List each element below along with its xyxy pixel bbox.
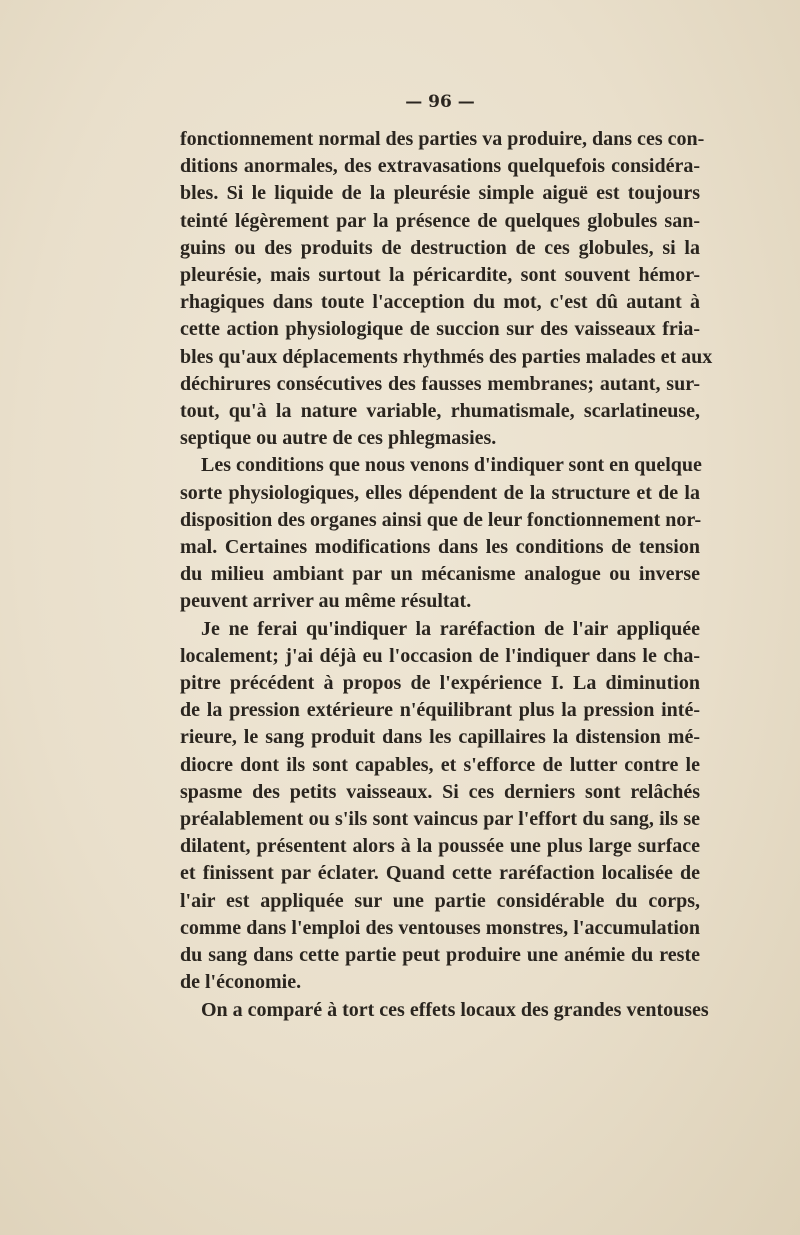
text-line: spasme des petits vaisseaux. Si ces derniers sont relâchés — [180, 780, 700, 803]
body-text — [180, 126, 713, 1024]
text-line: de l'économie. — [180, 971, 302, 994]
text-line: du sang dans cette partie peut produire une anémie du reste — [180, 944, 700, 967]
text-line: rhagiques dans toute l'acception du mot, c'est dû autant à — [180, 291, 700, 314]
text-line: Les conditions que nous venons d'indiquer sont en quelque — [201, 454, 702, 477]
text-line: localement; j'ai déjà eu l'occasion de l'indiquer dans le cha- — [180, 644, 700, 667]
text-line: teinté légèrement par la présence de quelques globules san- — [180, 209, 700, 232]
text-line: dilatent, présentent alors à la poussée une plus large surface — [180, 835, 700, 858]
text-line: et finissent par éclater. Quand cette raréfaction localisée de — [180, 862, 700, 885]
paragraph — [180, 616, 700, 997]
text-line: peuvent arriver au même résultat. — [180, 590, 472, 613]
paragraph — [180, 997, 709, 1024]
text-line: On a comparé à tort ces effets locaux des grandes ventouses — [201, 998, 709, 1021]
text-line: ditions anormales, des extravasations quelquefois considéra- — [180, 155, 700, 178]
text-line: comme dans l'emploi des ventouses monstres, l'accumulation — [180, 916, 700, 939]
text-line: de la pression extérieure n'équilibrant plus la pression inté- — [180, 699, 700, 722]
paragraph — [180, 126, 713, 452]
text-line: disposition des organes ainsi que de leur fonctionnement nor- — [180, 508, 702, 531]
text-line: mal. Certaines modifications dans les conditions de tension — [180, 536, 700, 559]
text-line: diocre dont ils sont capables, et s'efforce de lutter contre le — [180, 753, 700, 776]
text-line: fonctionnement normal des parties va produire, dans ces con- — [180, 128, 705, 150]
text-line: pitre précédent à propos de l'expérience I. La diminution — [180, 672, 700, 695]
text-line: préalablement ou s'ils sont vaincus par l'effort du sang, ils se — [180, 808, 700, 831]
text-line: tout, qu'à la nature variable, rhumatismale, scarlatineuse, — [180, 400, 700, 423]
page-number: — 96 — — [405, 92, 475, 112]
text-line: sorte physiologiques, elles dépendent de la structure et de la — [180, 481, 700, 504]
text-line: bles qu'aux déplacements rhythmés des parties malades et aux — [180, 345, 713, 368]
text-line: du milieu ambiant par un mécanisme analogue ou inverse — [180, 563, 700, 586]
text-line: cette action physiologique de succion sur des vaisseaux fria- — [180, 318, 700, 341]
text-line: l'air est appliquée sur une partie considérable du corps, — [180, 889, 700, 912]
text-line: guins ou des produits de destruction de ces globules, si la — [180, 236, 700, 259]
text-line: déchirures consécutives des fausses membranes; autant, sur- — [180, 372, 700, 395]
text-line: rieure, le sang produit dans les capillaires la distension mé- — [180, 726, 700, 749]
text-line: pleurésie, mais surtout la péricardite, sont souvent hémor- — [180, 264, 700, 287]
text-line: bles. Si le liquide de la pleurésie simple aiguë est toujours — [180, 182, 700, 205]
text-line: Je ne ferai qu'indiquer la raréfaction de l'air appliquée — [201, 617, 700, 640]
text-line: septique ou autre de ces phlegmasies. — [180, 427, 497, 450]
paragraph — [180, 452, 700, 615]
